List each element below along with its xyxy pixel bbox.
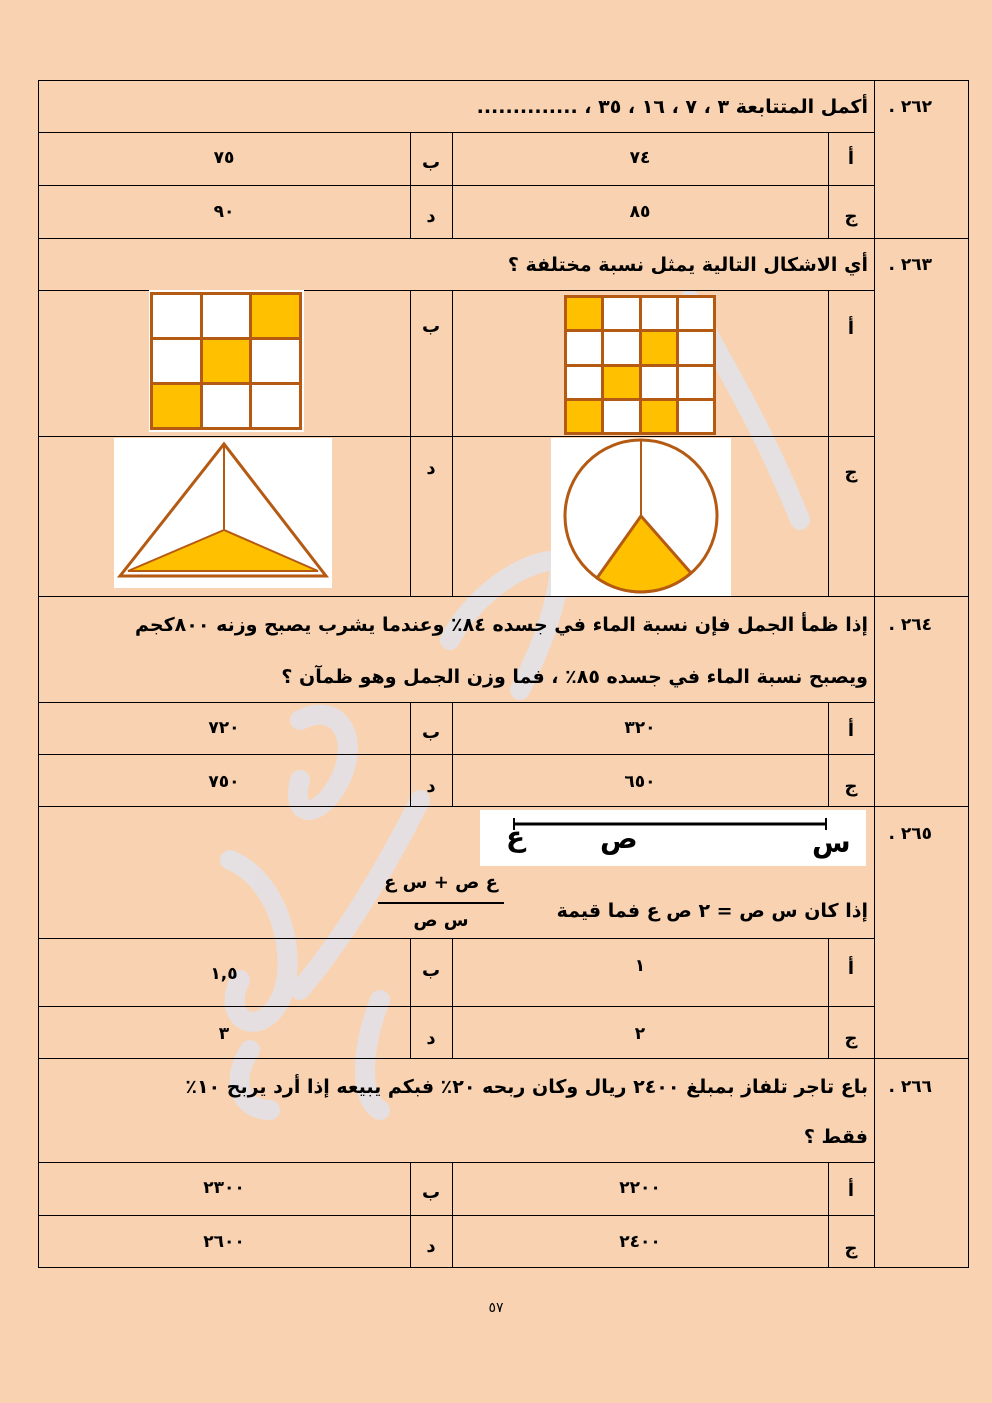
point-label-ain: ع <box>506 820 526 853</box>
shape-d-triangle[interactable] <box>114 438 332 588</box>
option-label-a: أ <box>847 148 855 169</box>
option-label-b: ب <box>421 960 441 981</box>
point-label-s: س <box>812 826 851 859</box>
option-label-b: ب <box>421 722 441 743</box>
point-label-sad: ص <box>600 822 638 855</box>
shape-c-circle[interactable] <box>551 438 731 596</box>
option-label-b: ب <box>421 1182 441 1203</box>
fraction-denominator: س ص <box>413 910 469 931</box>
option-label-c: ج <box>844 1238 858 1259</box>
line-segment <box>480 810 866 866</box>
shape-b-grid[interactable] <box>150 292 302 430</box>
option-label-a: أ <box>847 318 855 339</box>
option-b-value[interactable]: ٢٣٠٠ <box>203 1178 245 1198</box>
option-label-a: أ <box>847 720 855 741</box>
option-label-c: ج <box>844 462 858 483</box>
shape-a-grid[interactable] <box>564 295 716 435</box>
option-label-a: أ <box>847 1180 855 1201</box>
option-c-value[interactable]: ٢ <box>634 1024 646 1044</box>
option-label-d: د <box>426 776 436 797</box>
question-text: أي الاشكال التالية يمثل نسبة مختلفة ؟ <box>507 254 868 276</box>
option-d-value[interactable]: ٧٥٠ <box>208 772 240 792</box>
option-a-value[interactable]: ٣٢٠ <box>624 718 656 738</box>
option-d-value[interactable]: ٢٦٠٠ <box>203 1232 245 1252</box>
option-label-b: ب <box>421 316 441 337</box>
option-c-value[interactable]: ٨٥ <box>629 202 651 222</box>
question-text-line1: إذا ظمأ الجمل فإن نسبة الماء في جسده ٨٤٪ وعندما يشرب يصبح وزنه ٨٠٠كجم <box>135 614 868 636</box>
option-label-c: ج <box>844 776 858 797</box>
option-c-value[interactable]: ٦٥٠ <box>624 772 656 792</box>
page-number: ٥٧ <box>488 1300 504 1316</box>
option-b-value[interactable]: ١,٥ <box>210 964 238 984</box>
question-text-line2: ويصبح نسبة الماء في جسده ٨٥٪ ، فما وزن الجمل وهو ظمآن ؟ <box>281 666 868 688</box>
question-number: ٢٦٢ . <box>888 97 932 117</box>
option-label-b: ب <box>421 152 441 173</box>
question-number: ٢٦٣ . <box>888 255 932 275</box>
option-b-value[interactable]: ٧٢٠ <box>208 718 240 738</box>
option-d-value[interactable]: ٩٠ <box>213 202 235 222</box>
question-number: ٢٦٦ . <box>888 1077 932 1097</box>
option-b-value[interactable]: ٧٥ <box>213 148 235 168</box>
question-text: إذا كان س ص = ٢ ص ع فما قيمة <box>556 900 868 922</box>
option-a-value[interactable]: ١ <box>634 956 646 976</box>
fraction-numerator: ع ص + س ع <box>384 872 498 893</box>
question-number: ٢٦٤ . <box>888 615 932 635</box>
question-text-line2: فقط ؟ <box>803 1126 868 1148</box>
option-label-a: أ <box>847 958 855 979</box>
option-a-value[interactable]: ٧٤ <box>629 148 651 168</box>
question-text-line1: باع تاجر تلفاز بمبلغ ٢٤٠٠ ريال وكان ربحه ٢٠٪ فبكم يبيعه إذا أرد يربح ١٠٪ <box>185 1076 868 1098</box>
option-label-c: ج <box>844 206 858 227</box>
question-number: ٢٦٥ . <box>888 824 932 844</box>
option-a-value[interactable]: ٢٢٠٠ <box>619 1178 661 1198</box>
option-label-c: ج <box>844 1028 858 1049</box>
question-text: أكمل المتتابعة ٣ ، ٧ ، ١٦ ، ٣٥ ، .............. <box>476 96 868 118</box>
option-label-d: د <box>426 206 436 227</box>
option-label-d: د <box>426 458 436 479</box>
fraction-bar <box>378 902 504 904</box>
option-d-value[interactable]: ٣ <box>218 1024 230 1044</box>
option-label-d: د <box>426 1236 436 1257</box>
option-label-d: د <box>426 1028 436 1049</box>
option-c-value[interactable]: ٢٤٠٠ <box>619 1232 661 1252</box>
